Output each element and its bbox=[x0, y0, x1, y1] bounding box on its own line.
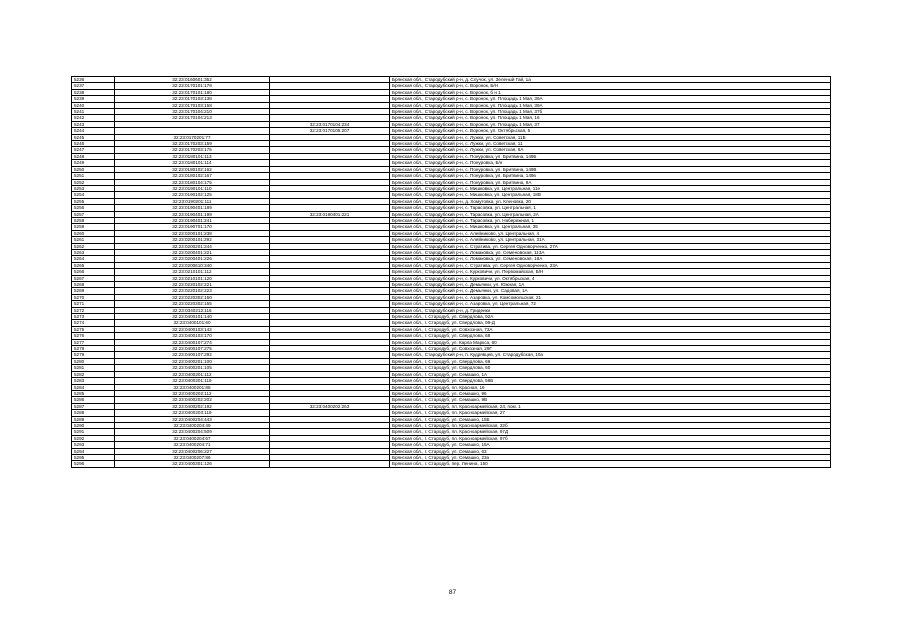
address-cell: Брянская обл., Стародубский р-н, с. Воронок, ул. Площадь 1 Мая, 37б bbox=[390, 109, 831, 115]
row-number-cell: 5258 bbox=[72, 217, 115, 223]
row-number-cell: 5248 bbox=[72, 153, 115, 159]
row-number-cell: 5286 bbox=[72, 397, 115, 403]
cadastral-number-cell: 32:23:0170104:213 bbox=[115, 115, 270, 121]
address-cell: Брянская обл., г. Стародуб, ул. Семашко, 15Б bbox=[390, 416, 831, 422]
row-number-cell: 5280 bbox=[72, 358, 115, 364]
row-number-cell: 5275 bbox=[72, 326, 115, 332]
row-number-cell: 5284 bbox=[72, 384, 115, 390]
address-cell: Брянская обл., Стародубский р-н, с. Алейниково, ул. Центральная, 4 bbox=[390, 230, 831, 236]
address-cell: Брянская обл., Стародубский р-н, с. Понуровка, ул. Бритвина, 149в bbox=[390, 173, 831, 179]
row-number-cell: 5251 bbox=[72, 173, 115, 179]
row-number-cell: 5246 bbox=[72, 141, 115, 147]
row-number-cell: 5292 bbox=[72, 435, 115, 441]
cadastral-number-cell: 32:23:0400201:105 bbox=[115, 365, 270, 371]
cadastral-number-cell: 32:23:0190102:125 bbox=[115, 192, 270, 198]
address-cell: Брянская обл., Стародубский р-н, с. Понуровка, ул. Бритвина, 149Б bbox=[390, 153, 831, 159]
address-cell: Брянская обл., Стародубский р-н, с. Демьянки, ул. Садовая, 1А bbox=[390, 288, 831, 294]
cadastral-number-cell: 32:23:0220302:155 bbox=[115, 301, 270, 307]
cadastral-number-cell: 32:23:0190101:110 bbox=[115, 185, 270, 191]
row-number-cell: 5277 bbox=[72, 339, 115, 345]
row-number-cell: 5293 bbox=[72, 442, 115, 448]
address-cell: Брянская обл., г. Стародуб, пл. Красноармейская, 97б bbox=[390, 435, 831, 441]
row-number-cell: 5291 bbox=[72, 429, 115, 435]
cadastral-number-cell: 32:23:0400202:112 bbox=[115, 390, 270, 396]
cadastral-number-cell: 32:23:0190401:189 bbox=[115, 205, 270, 211]
cadastral-number-cell: 32:23:0400101:140 bbox=[115, 314, 270, 320]
cadastral-number-cell: 32:23:0400103:142 bbox=[115, 326, 270, 332]
row-number-cell: 5279 bbox=[72, 352, 115, 358]
cadastral-number-cell: 32:23:0190701:170 bbox=[115, 224, 270, 230]
row-number-cell: 5252 bbox=[72, 179, 115, 185]
address-cell: Брянская обл., Стародубский р-н, д. Хомутовка, ул. Кленовка, 20 bbox=[390, 198, 831, 204]
cadastral-number-cell: 32:23:0190201:111 bbox=[115, 198, 270, 204]
cadastral-number-cell: 32:23:0400204:509 bbox=[115, 429, 270, 435]
address-cell: Брянская обл., Стародубский р-н, с. Азаровка, ул. Комсомольская, 21 bbox=[390, 294, 831, 300]
address-cell: Брянская обл., Стародубский р-н, с. Понуровка, ул. Бритвина, 149В bbox=[390, 166, 831, 172]
row-number-cell: 5272 bbox=[72, 307, 115, 313]
cadastral-number-cell: 32:23:0400101:60 bbox=[115, 320, 270, 326]
address-cell: Брянская обл., Стародубский р-н, с. Мишковка, ул. Центральная, 18В bbox=[390, 192, 831, 198]
address-cell: Брянская обл., Стародубский р-н, с. Ломаковка, ул. Семеновская, 113А bbox=[390, 249, 831, 255]
cadastral-number-cell: 32:23:0400206:227 bbox=[115, 448, 270, 454]
row-number-cell: 5285 bbox=[72, 390, 115, 396]
linked-cadastral-number-cell: 32:23:0170104:234 bbox=[270, 121, 390, 127]
address-cell: Брянская обл., Стародубский р-н, с. Лужки, ул. Советская, 11Б bbox=[390, 134, 831, 140]
cadastral-number-cell: 32:23:0400204:67 bbox=[115, 435, 270, 441]
row-number-cell: 5274 bbox=[72, 320, 115, 326]
row-number-cell: 5241 bbox=[72, 109, 115, 115]
row-number-cell: 5296 bbox=[72, 461, 115, 467]
address-cell: Брянская обл., г. Стародуб, ул. Семашко, 96 bbox=[390, 390, 831, 396]
row-number-cell: 5242 bbox=[72, 115, 115, 121]
address-cell: Брянская обл., Стародубский р-н, с. Ломаковка, ул. Семеновская, 18А bbox=[390, 256, 831, 262]
cadastral-number-cell: 32:23:0170103:158 bbox=[115, 102, 270, 108]
row-number-cell: 5260 bbox=[72, 230, 115, 236]
cadastral-number-cell: 32:23:0200201:244 bbox=[115, 243, 270, 249]
cadastral-number-cell: 32:23:0170103:138 bbox=[115, 96, 270, 102]
register-table-body bbox=[72, 77, 831, 468]
row-number-cell: 5243 bbox=[72, 121, 115, 127]
row-number-cell: 5262 bbox=[72, 243, 115, 249]
address-cell: Брянская обл., г. Стародуб, ул. Совхозная, 29Г bbox=[390, 346, 831, 352]
address-cell: Брянская обл., г. Стародуб, ул. Семашко, 15А bbox=[390, 442, 831, 448]
address-cell: Брянская обл., Стародубский р-н, с. Понуровка, ул. Бритвина, 9А bbox=[390, 179, 831, 185]
cadastral-number-cell: 32:23:0200401:221 bbox=[115, 249, 270, 255]
cadastral-number-cell: 32:23:0170104:210 bbox=[115, 109, 270, 115]
row-number-cell: 5295 bbox=[72, 454, 115, 460]
address-cell: Брянская обл., г. Стародуб, пер. Ленина, 150 bbox=[390, 461, 831, 467]
cadastral-number-cell: 32:23:0400201:88 bbox=[115, 384, 270, 390]
cadastral-number-cell: 32:23:0180101:113 bbox=[115, 153, 270, 159]
cadastral-number-cell: 32:23:0400107:274 bbox=[115, 339, 270, 345]
address-cell: Брянская обл., Стародубский р-н, с. Понуровка, Б/н bbox=[390, 160, 831, 166]
row-number-cell: 5288 bbox=[72, 410, 115, 416]
row-number-cell: 5283 bbox=[72, 378, 115, 384]
cadastral-number-cell: 32:23:0180101:114 bbox=[115, 160, 270, 166]
address-cell: Брянская обл., г. Стародуб, ул. Свердлова, 58Б bbox=[390, 378, 831, 384]
cadastral-number-cell: 32:23:0190401:241 bbox=[115, 217, 270, 223]
address-cell: Брянская обл., Стародубский р-н, с. Тарасовка, ул. Набережная, 1 bbox=[390, 217, 831, 223]
row-number-cell: 5263 bbox=[72, 249, 115, 255]
address-cell: Брянская обл., г. Стародуб, ул. Семашко, 1А bbox=[390, 371, 831, 377]
cadastral-number-cell: 32:23:0400301:126 bbox=[115, 461, 270, 467]
cadastral-number-cell: 32:23:0340212:116 bbox=[115, 307, 270, 313]
cadastral-number-cell: 32:23:0400202:192 bbox=[115, 403, 270, 409]
address-cell: Брянская обл., Стародубский р-н, с. Стратива, ул. Сергея Одноворченко, 27А bbox=[390, 243, 831, 249]
row-number-cell: 5250 bbox=[72, 166, 115, 172]
address-cell: Брянская обл., Стародубский р-н, с. Тарасовка, ул. Центральная, 1 bbox=[390, 205, 831, 211]
cadastral-number-cell: 32:23:0400203:119 bbox=[115, 410, 270, 416]
row-number-cell: 5289 bbox=[72, 416, 115, 422]
address-cell: Брянская обл., Стародубский р-н, с. Воронок, ул. Площадь 1 Мая, 37 bbox=[390, 121, 831, 127]
row-number-cell: 5271 bbox=[72, 301, 115, 307]
row-number-cell: 5273 bbox=[72, 314, 115, 320]
cadastral-number-cell: 32:23:0400107:275 bbox=[115, 346, 270, 352]
row-number-cell: 5245 bbox=[72, 134, 115, 140]
address-cell: Брянская обл., г. Стародуб, ул. Совхозная, 73А bbox=[390, 326, 831, 332]
row-number-cell: 5236 bbox=[72, 77, 115, 83]
address-cell: Брянская обл., Стародубский р-н, с. Воронок, б н 1 bbox=[390, 89, 831, 95]
address-cell: Брянская обл., Стародубский р-н, с. Воронок, ул. Площадь 1 Мая, 39А bbox=[390, 96, 831, 102]
row-number-cell: 5254 bbox=[72, 192, 115, 198]
address-cell: Брянская обл., Стародубский р-н, с. Азаровка, ул. Центральная, 72 bbox=[390, 301, 831, 307]
address-cell: Брянская обл., Стародубский р-н, с. Мишковка, ул. Центральная, 35 bbox=[390, 224, 831, 230]
cadastral-number-cell: 32:23:0220102:223 bbox=[115, 288, 270, 294]
cadastral-number-cell: 32:23:0400207:86 bbox=[115, 454, 270, 460]
address-cell: Брянская обл., г. Стародуб, ул. Свердлова, 68 bbox=[390, 333, 831, 339]
cadastral-number-cell: 32:23:0170201:77 bbox=[115, 134, 270, 140]
cadastral-number-cell: 32:23:0200610:340 bbox=[115, 262, 270, 268]
linked-cadastral-number-cell: 32:23:0400202:263 bbox=[270, 403, 390, 409]
row-number-cell: 5276 bbox=[72, 333, 115, 339]
linked-cadastral-number-cell bbox=[270, 461, 390, 467]
address-cell: Брянская обл., Стародубский р-н, д. Гриденки bbox=[390, 307, 831, 313]
row-number-cell: 5290 bbox=[72, 422, 115, 428]
cadastral-number-cell: 32:23:0170203:175 bbox=[115, 147, 270, 153]
row-number-cell: 5249 bbox=[72, 160, 115, 166]
address-cell: Брянская обл., г. Стародуб, ул. Семашко, 9В bbox=[390, 397, 831, 403]
address-cell: Брянская обл., Стародубский р-н, с. Демьянки, ул. Южная, 1А bbox=[390, 282, 831, 288]
cadastral-number-cell: 32:23:0170101:180 bbox=[115, 89, 270, 95]
address-cell: Брянская обл., Стародубский р-н, с. Лужки, ул. Советская, 6А bbox=[390, 147, 831, 153]
cadastral-number-cell: 32:23:0220102:221 bbox=[115, 282, 270, 288]
table-row bbox=[72, 461, 831, 467]
address-cell: Брянская обл., г. Стародуб, пл. Красноармейская, 24, пом. 1 bbox=[390, 403, 831, 409]
address-cell: Брянская обл., г. Стародуб, пл. Красноармейская, 97Д bbox=[390, 429, 831, 435]
row-number-cell: 5261 bbox=[72, 237, 115, 243]
cadastral-number-cell: 32:23:0200401:226 bbox=[115, 256, 270, 262]
address-cell: Брянская обл., Стародубский р-н, с. Алейниково, ул. Центральная, 31А bbox=[390, 237, 831, 243]
row-number-cell: 5269 bbox=[72, 288, 115, 294]
address-cell: Брянская обл., Стародубский р-н, с. Мишковка, ул. Центральная, 11е bbox=[390, 185, 831, 191]
cadastral-number-cell: 32:23:0400107:292 bbox=[115, 352, 270, 358]
row-number-cell: 5238 bbox=[72, 89, 115, 95]
address-cell: Брянская обл., г. Стародуб, ул. Карла Маркса, 60 bbox=[390, 339, 831, 345]
address-cell: Брянская обл., Стародубский р-н, п. Кудрявцев, ул. Стародубская, 10а bbox=[390, 352, 831, 358]
cadastral-number-cell: 32:23:0400204:443 bbox=[115, 416, 270, 422]
cadastral-number-cell: 32:23:0400201:112 bbox=[115, 371, 270, 377]
address-cell: Брянская обл., Стародубский р-н, д. Случок, ул. Зеленый Гай, 1а bbox=[390, 77, 831, 83]
row-number-cell: 5264 bbox=[72, 256, 115, 262]
cadastral-number-cell: 32:23:0220302:150 bbox=[115, 294, 270, 300]
row-number-cell: 5257 bbox=[72, 211, 115, 217]
row-number-cell: 5240 bbox=[72, 102, 115, 108]
row-number-cell: 5239 bbox=[72, 96, 115, 102]
row-number-cell: 5270 bbox=[72, 294, 115, 300]
row-number-cell: 5247 bbox=[72, 147, 115, 153]
row-number-cell: 5256 bbox=[72, 205, 115, 211]
cadastral-number-cell: 32:23:0400103:170 bbox=[115, 333, 270, 339]
address-cell: Брянская обл., г. Стародуб, пл. Красноармейская, 27 bbox=[390, 410, 831, 416]
row-number-cell: 5287 bbox=[72, 403, 115, 409]
address-cell: Брянская обл., Стародубский р-н, с. Лужки, ул. Советская, 11 bbox=[390, 141, 831, 147]
address-cell: Брянская обл., Стародубский р-н, с. Курковичи, ул. Октябрьская, 4 bbox=[390, 275, 831, 281]
row-number-cell: 5268 bbox=[72, 282, 115, 288]
cadastral-number-cell: 32:23:0210101:120 bbox=[115, 275, 270, 281]
cadastral-number-cell: 32:23:0200101:292 bbox=[115, 237, 270, 243]
linked-cadastral-number-cell: 32:23:0190401:221 bbox=[270, 211, 390, 217]
row-number-cell: 5266 bbox=[72, 269, 115, 275]
cadastral-number-cell: 32:23:0400202:202 bbox=[115, 397, 270, 403]
register-table bbox=[71, 76, 831, 468]
address-cell: Брянская обл., г. Стародуб, пл. Красная, 16 bbox=[390, 384, 831, 390]
address-cell: Брянская обл., г. Стародуб, ул. Семашко, 63 bbox=[390, 448, 831, 454]
cadastral-number-cell: 32:23:0210101:112 bbox=[115, 269, 270, 275]
cadastral-number-cell: 32:23:0200101:238 bbox=[115, 230, 270, 236]
row-number-cell: 5294 bbox=[72, 448, 115, 454]
cadastral-number-cell: 32:23:0180104:175 bbox=[115, 179, 270, 185]
cadastral-number-cell: 32:23:0170101:178 bbox=[115, 83, 270, 89]
cadastral-number-cell: 32:23:0180102:162 bbox=[115, 166, 270, 172]
address-cell: Брянская обл., Стародубский р-н, с. Воронок, Б/Н bbox=[390, 83, 831, 89]
address-cell: Брянская обл., Стародубский р-н, с. Воронок, ул. Площадь 1 Мая, 16 bbox=[390, 115, 831, 121]
address-cell: Брянская обл., Стародубский р-н, с. Воронок, ул. Октябрьская, 5 bbox=[390, 128, 831, 134]
row-number-cell: 5259 bbox=[72, 224, 115, 230]
address-cell: Брянская обл., г. Стародуб, ул. Свердлова, 66 bbox=[390, 358, 831, 364]
cadastral-number-cell: 32:23:0400204:71 bbox=[115, 442, 270, 448]
cadastral-number-cell: 32:23:0160601:352 bbox=[115, 77, 270, 83]
cadastral-number-cell: 32:23:0400201:100 bbox=[115, 358, 270, 364]
address-cell: Брянская обл., Стародубский р-н, с. Стратива, ул. Сергея Одноворченко, 33А bbox=[390, 262, 831, 268]
row-number-cell: 5255 bbox=[72, 198, 115, 204]
address-cell: Брянская обл., г. Стародуб, ул. Свердлова, 92А bbox=[390, 314, 831, 320]
linked-cadastral-number-cell: 32:23:0170105:207 bbox=[270, 128, 390, 134]
address-cell: Брянская обл., Стародубский р-н, с. Тарасовка, ул. Центральная, 2А bbox=[390, 211, 831, 217]
row-number-cell: 5281 bbox=[72, 365, 115, 371]
cadastral-number-cell: 32:23:0180102:167 bbox=[115, 173, 270, 179]
address-cell: Брянская обл., г. Стародуб, ул. Свердлова, 60 bbox=[390, 365, 831, 371]
address-cell: Брянская обл., Стародубский р-н, с. Курковичи, ул. Первомайская, Б/Н bbox=[390, 269, 831, 275]
page-number: 87 bbox=[448, 589, 457, 596]
row-number-cell: 5244 bbox=[72, 128, 115, 134]
cadastral-number-cell: 32:23:0400201:119 bbox=[115, 378, 270, 384]
row-number-cell: 5267 bbox=[72, 275, 115, 281]
cadastral-number-cell: 32:23:0170203:159 bbox=[115, 141, 270, 147]
cadastral-number-cell: 32:23:0190401:199 bbox=[115, 211, 270, 217]
row-number-cell: 5253 bbox=[72, 185, 115, 191]
address-cell: Брянская обл., г. Стародуб, ул. Семашко, 23а bbox=[390, 454, 831, 460]
row-number-cell: 5278 bbox=[72, 346, 115, 352]
address-cell: Брянская обл., г. Стародуб, пл. Красноармейская, 32б bbox=[390, 422, 831, 428]
address-cell: Брянская обл., Стародубский р-н, с. Воронок, ул. Площадь 1 Мая, 39А bbox=[390, 102, 831, 108]
cadastral-number-cell: 32:23:0400204:49 bbox=[115, 422, 270, 428]
row-number-cell: 5265 bbox=[72, 262, 115, 268]
row-number-cell: 5237 bbox=[72, 83, 115, 89]
row-number-cell: 5282 bbox=[72, 371, 115, 377]
address-cell: Брянская обл., г. Стародуб, ул. Свердлова, 99-Д bbox=[390, 320, 831, 326]
